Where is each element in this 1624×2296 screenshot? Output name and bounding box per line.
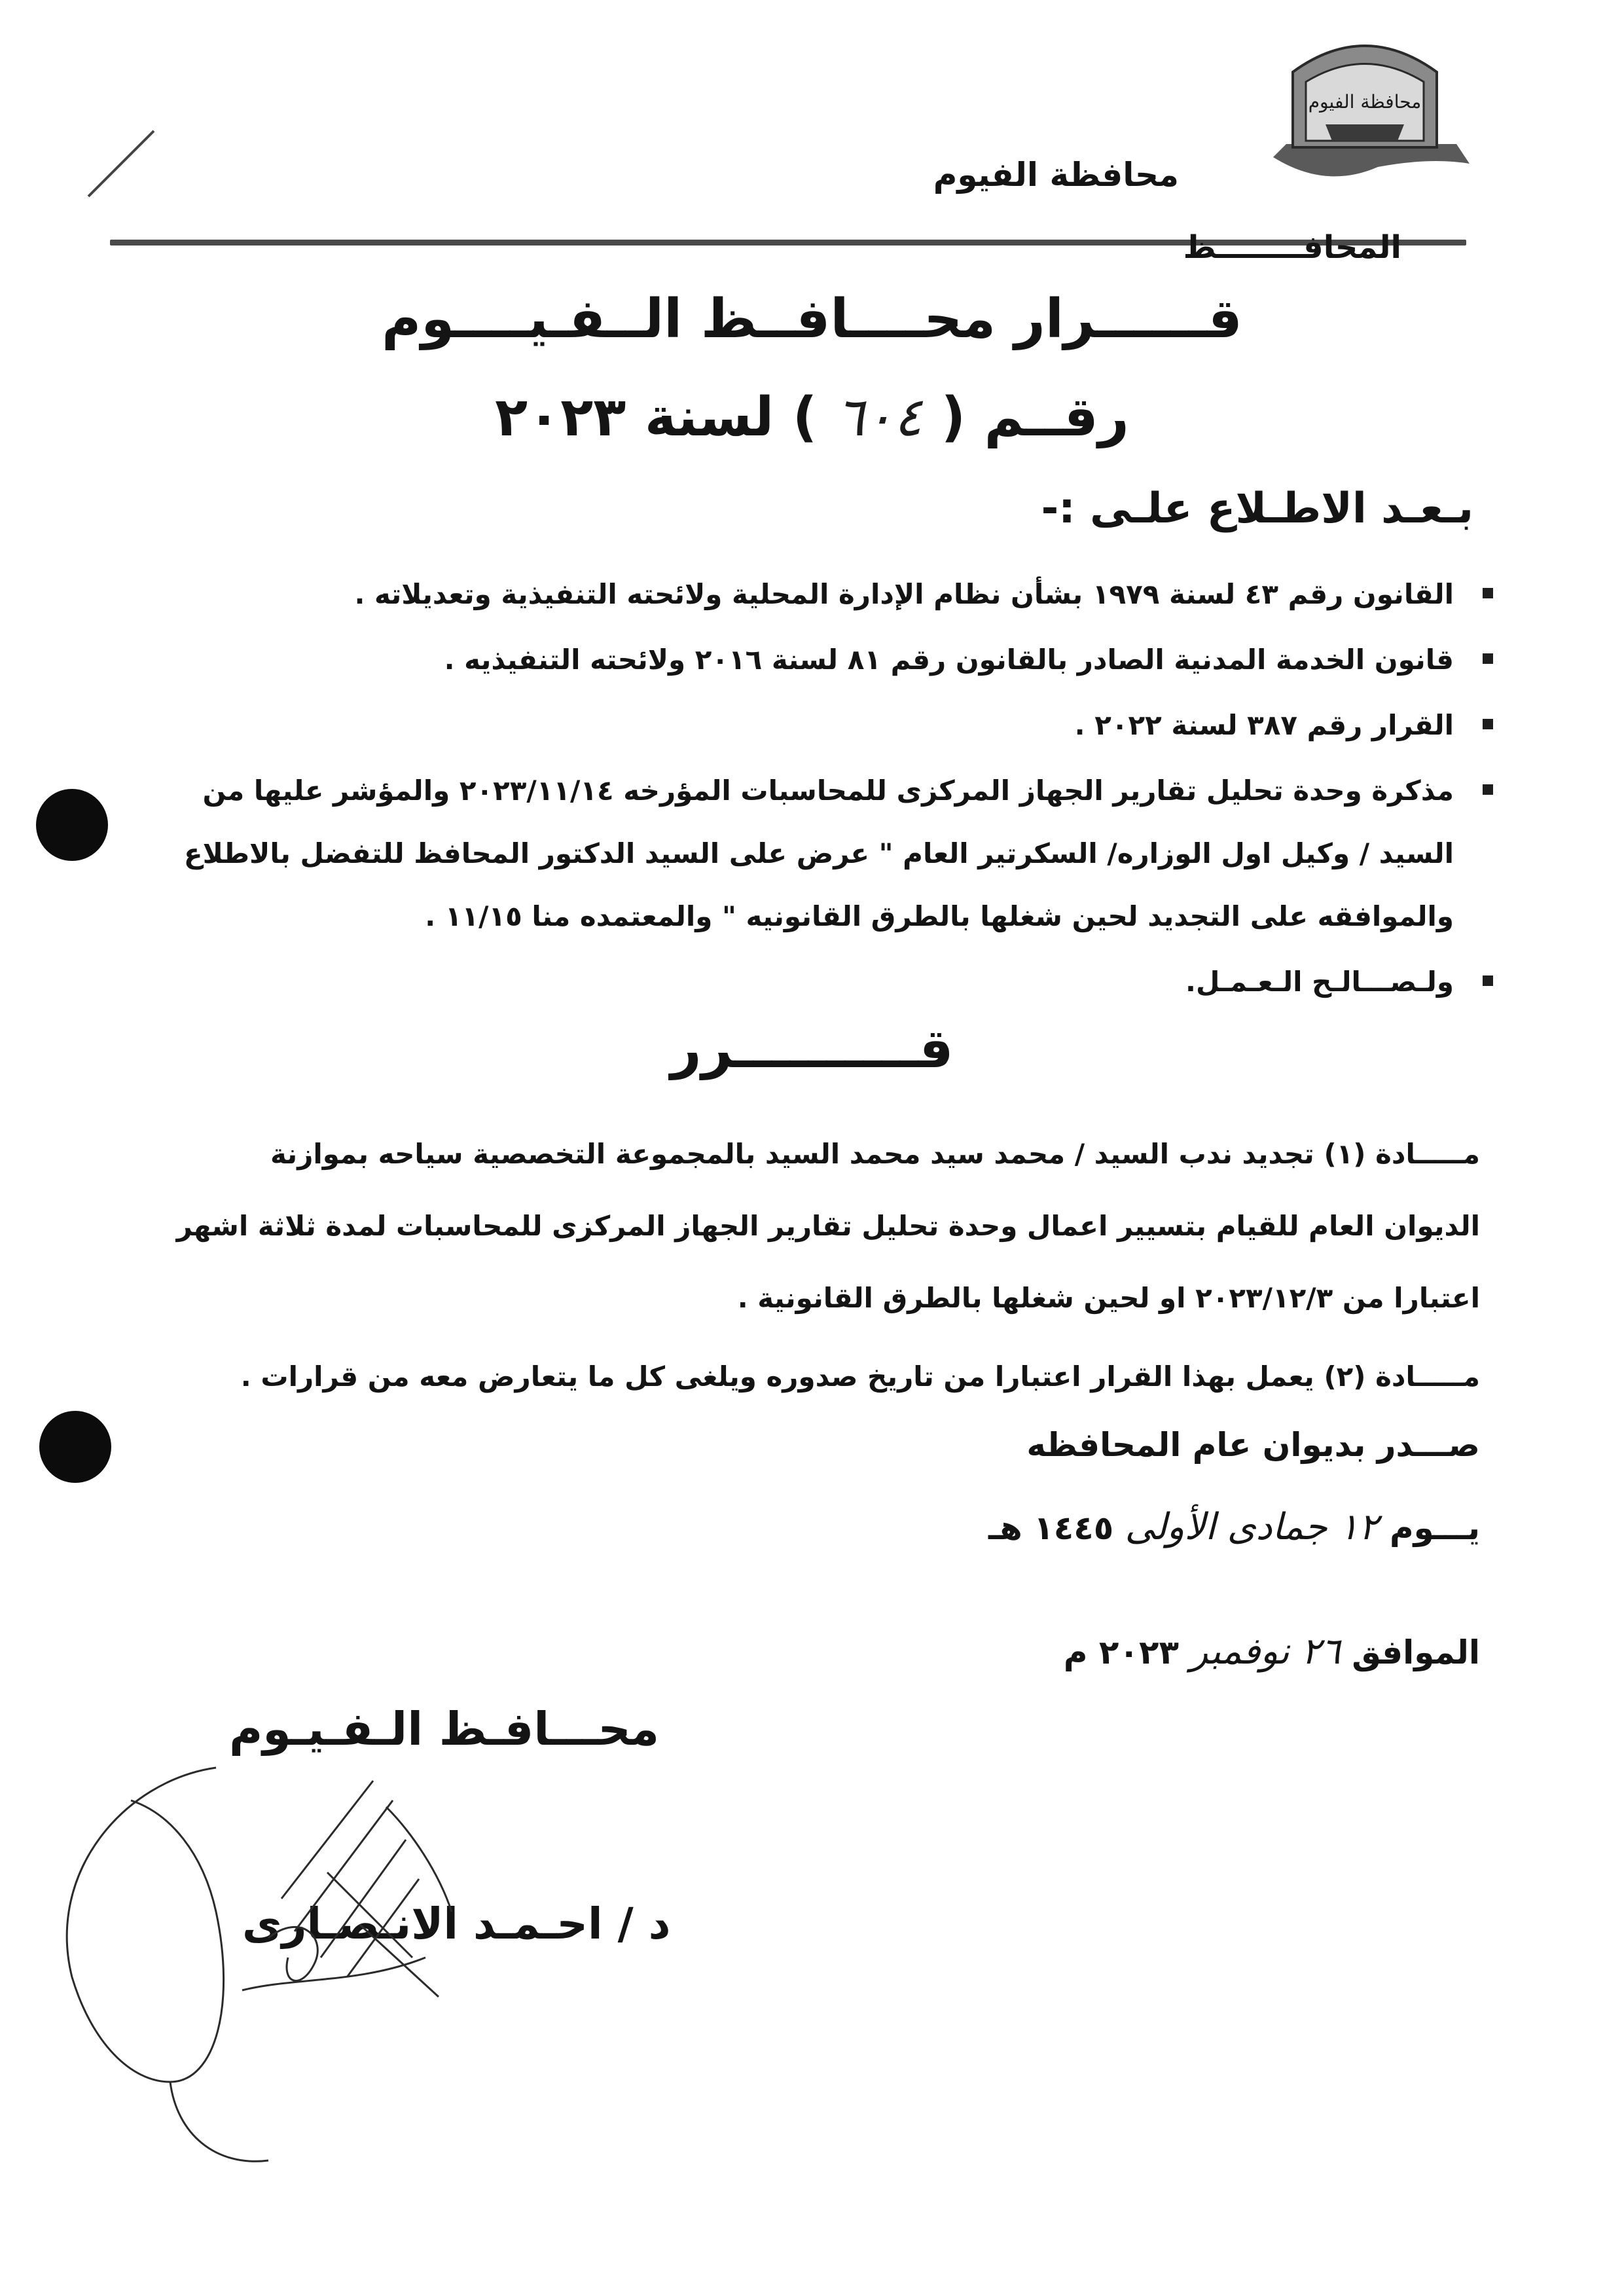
handwritten-signature [20,1741,609,2200]
punch-hole [36,789,108,861]
decree-number-value: ٦٠٤ [835,386,923,448]
article-1 [171,1118,1480,1334]
hijri-handwritten: ١٢ جمادى الأولى [1125,1506,1379,1548]
article-label: مـــــادة (٢) [1324,1360,1480,1393]
article-text: تجديد ندب السيد / محمد سيد محمد السيد بالمجموعة التخصصية سياحه بموازنة الديوان العام للقيام بتسيير اعمال وحدة تحليل تقارير الجهاز المركزى للمحاسبات لمدة ثلاثة اشهر اعتبارا من ٢٠٢٣/١٢/٣ او لحين شغلها بالطرق القانونية . [176,1138,1480,1314]
governorate-logo [1247,26,1483,183]
article-2 [171,1341,1480,1413]
decree-number-prefix: رقــم ( [941,386,1129,448]
greg-suffix: ٢٠٢٣ م [1063,1633,1179,1671]
preamble-item: قانون الخدمة المدنية الصادر بالقانون رقم ٨١ لسنة ٢٠١٦ ولائحته التنفيذيه . [132,629,1493,691]
signatory-title: محـــافـظ الـفـيـوم [229,1702,660,1756]
signatory-name: د / احـمـد الانـصـارى [242,1899,671,1949]
preamble-item: مذكرة وحدة تحليل تقارير الجهاز المركزى للمحاسبات المؤرخه ٢٠٢٣/١١/١٤ والمؤشر عليها من السيد / وكيل اول الوزاره/ السكرتير العام " عرض على السيد الدكتور المحافظ للتفضل بالاطلاع والموافقه على التجديد لحين شغلها بالطرق القانونيه " والمعتمده منا ١١/١٥ . [132,759,1493,948]
article-text: يعمل بهذا القرار اعتبارا من تاريخ صدوره ويلغى كل ما يتعارض معه من قرارات . [240,1360,1314,1393]
hijri-prefix: يـــوم [1389,1509,1480,1547]
hijri-date [988,1506,1480,1548]
article-label: مـــــادة (١) [1324,1138,1480,1170]
issued-place: صـــدر بديوان عام المحافظه [1026,1426,1480,1464]
punch-hole [39,1411,111,1483]
decree-title: قــــــرار محــــافــظ الــفـيــــوم [382,288,1242,350]
preamble-item: القرار رقم ٣٨٧ لسنة ٢٠٢٢ . [132,694,1493,757]
preamble-list [132,563,1493,1016]
preamble-item: ولـصـــالـح الـعـمـل. [132,951,1493,1013]
gregorian-date [1064,1630,1480,1673]
decided-heading: قــــــــــرر [670,1018,954,1080]
decree-number-line [0,386,1624,448]
greg-handwritten: ٢٦ نوفمبر [1190,1630,1341,1673]
svg-text:محافظة الفيوم: محافظة الفيوم [1308,91,1422,113]
office-label: المحافــــــــظ [1183,229,1401,266]
pen-mark [79,118,170,210]
decree-number-suffix: ) لسنة ٢٠٢٣ [495,386,818,448]
hijri-suffix: ١٤٤٥ هـ [988,1509,1114,1547]
greg-prefix: الموافق [1352,1633,1480,1671]
preamble-item: القانون رقم ٤٣ لسنة ١٩٧٩ بشأن نظام الإدارة المحلية ولائحته التنفيذية وتعديلاته . [132,563,1493,626]
preamble-heading: بـعـد الاطـلاع علـى :- [1041,484,1473,533]
governorate-name: محافظة الفيوم [933,156,1179,194]
